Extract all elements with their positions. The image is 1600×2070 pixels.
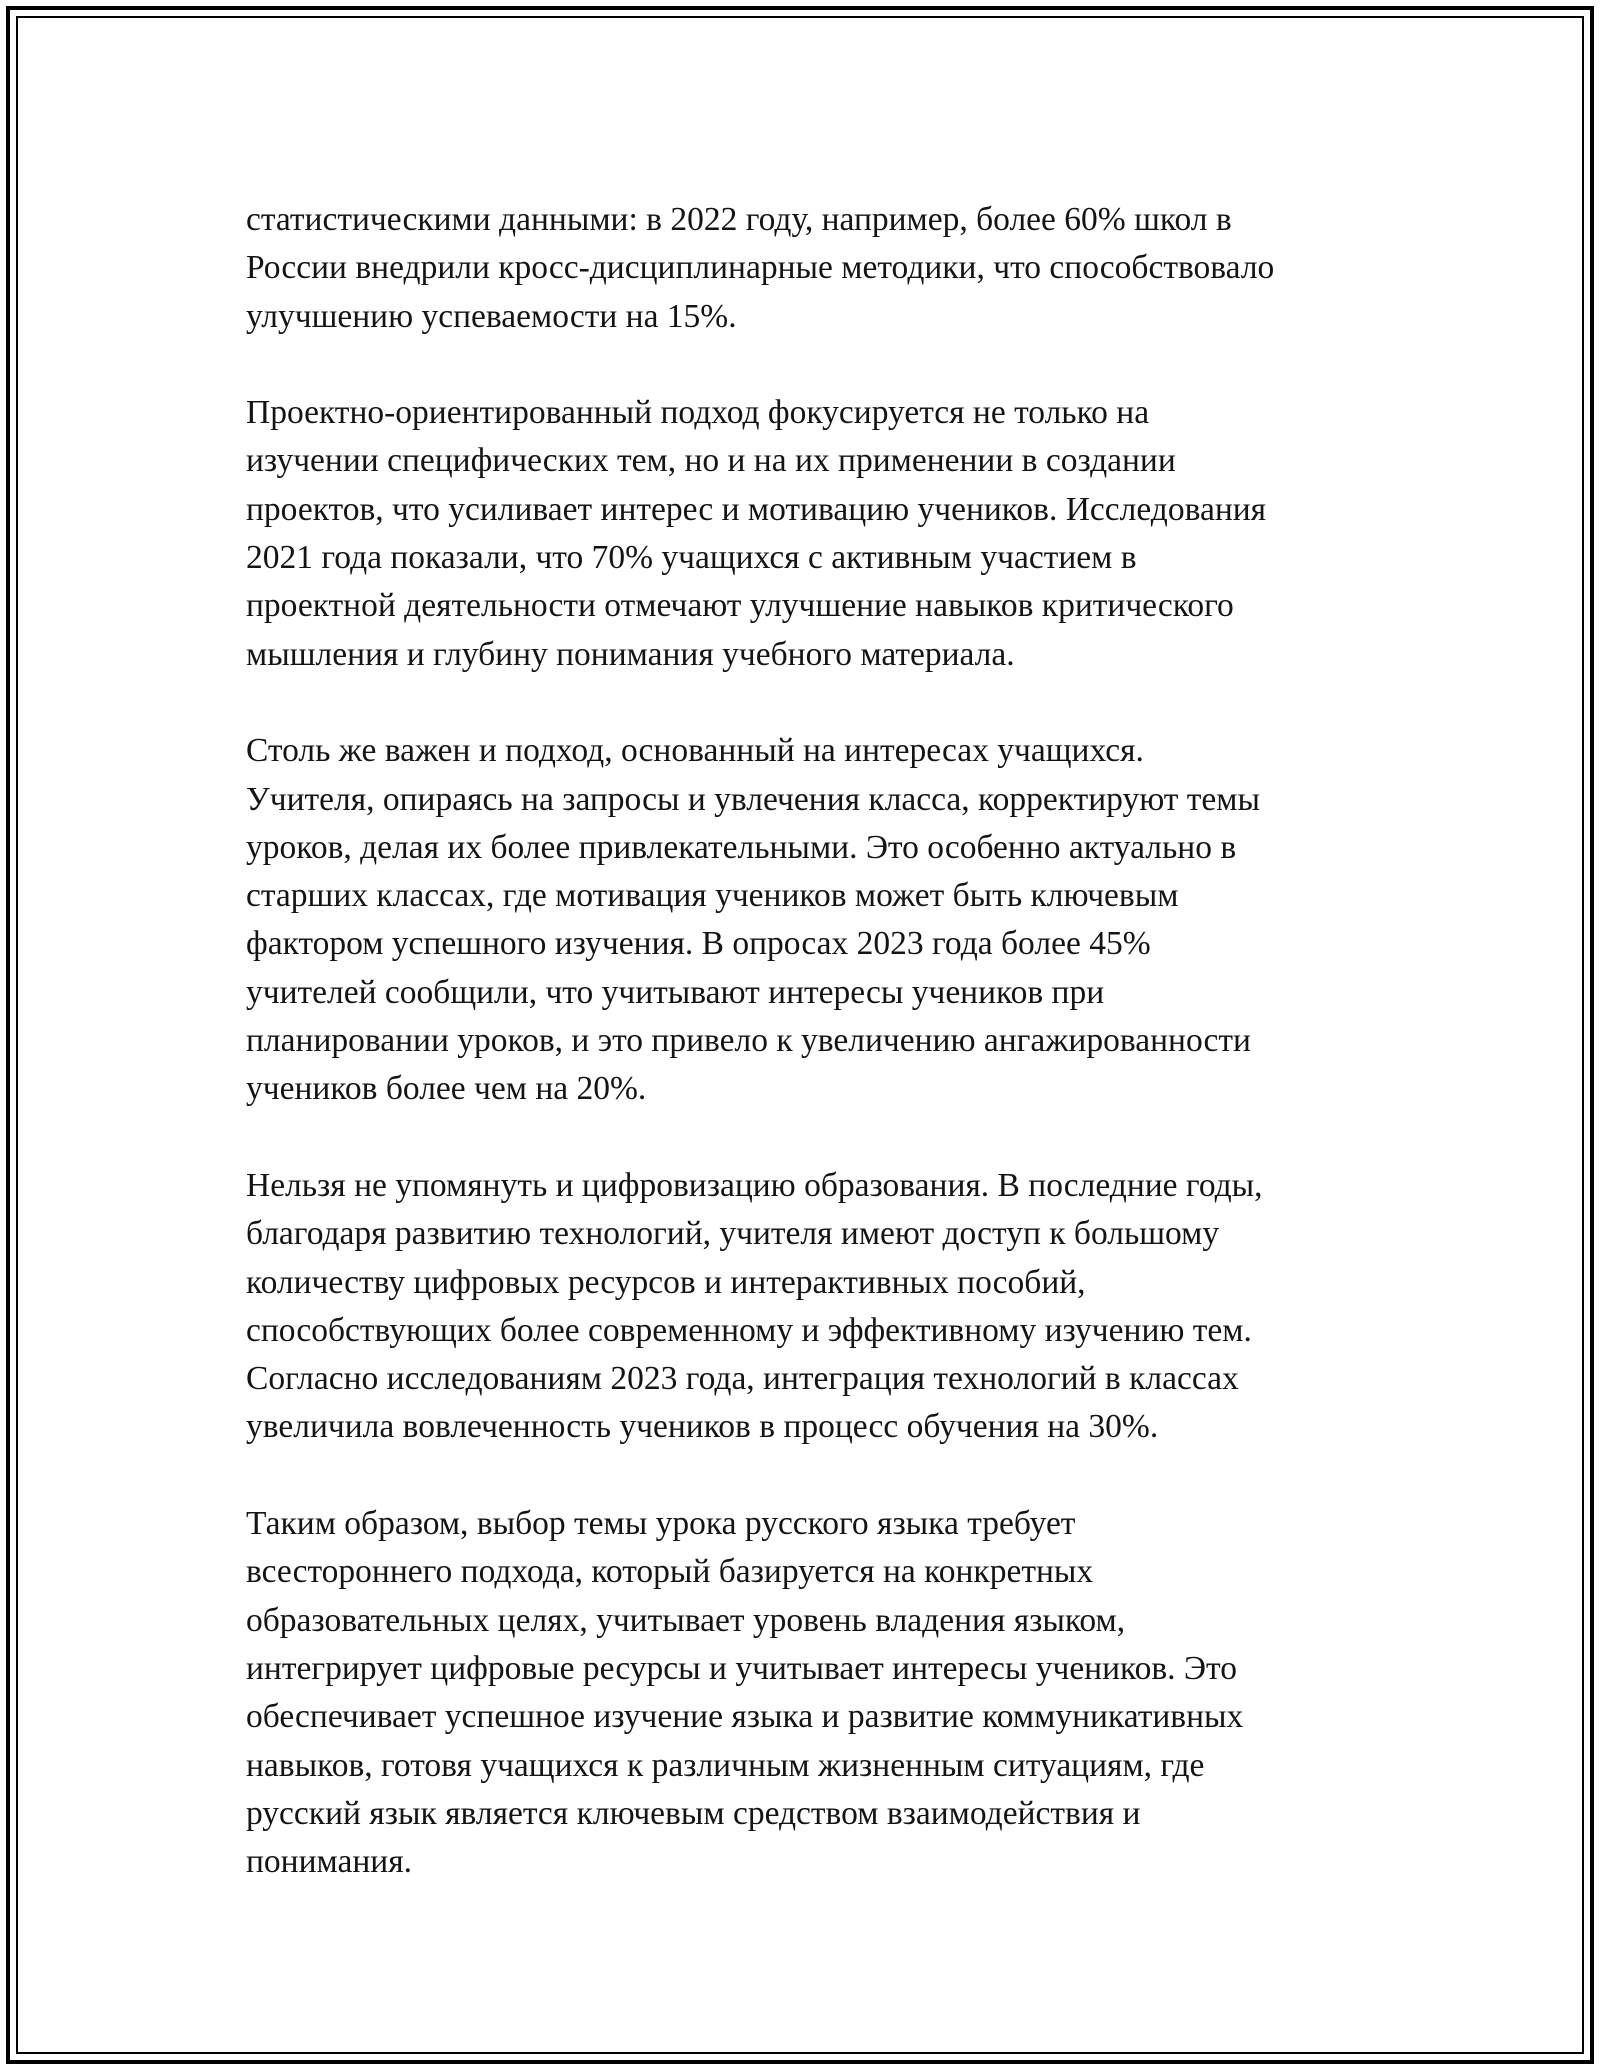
- paragraph-line: уроков, делая их более привлекательными. Это особенно актуально в: [246, 828, 1237, 866]
- paragraph-line: Нельзя не упомянуть и цифровизацию образования. В последние годы,: [246, 1166, 1263, 1204]
- paragraph-line: русский язык является ключевым средством взаимодействия и: [246, 1794, 1141, 1832]
- paragraph-1: [246, 196, 1406, 341]
- paragraph-line: Столь же важен и подход, основанный на интересах учащихся.: [246, 732, 1144, 770]
- paragraph-line: навыков, готовя учащихся к различным жизненным ситуациям, где: [246, 1746, 1205, 1784]
- paragraph-line: России внедрили кросс-дисциплинарные методики, что способствовало: [246, 249, 1275, 287]
- page-border: [6, 6, 1594, 2064]
- paragraph-line: мышления и глубину понимания учебного материала.: [246, 635, 1015, 673]
- paragraph-line: статистическими данными: в 2022 году, например, более 60% школ в: [246, 201, 1232, 238]
- paragraph-line: изучении специфических тем, но и на их применении в создании: [246, 442, 1176, 480]
- document-body: [246, 196, 1406, 1886]
- paragraph-5: [246, 1500, 1406, 1886]
- paragraph-line: интегрирует цифровые ресурсы и учитывает интересы учеников. Это: [246, 1649, 1237, 1687]
- paragraph-line: старших классах, где мотивация учеников может быть ключевым: [246, 877, 1179, 915]
- paragraph-line: всестороннего подхода, который базируется на конкретных: [246, 1553, 1094, 1591]
- paragraph-line: улучшению успеваемости на 15%.: [246, 297, 737, 335]
- paragraph-line: Таким образом, выбор темы урока русского языка требует: [246, 1505, 1076, 1543]
- paragraph-line: Проектно-ориентированный подход фокусируется не только на: [246, 394, 1150, 432]
- paragraph-line: проектов, что усиливает интерес и мотивацию учеников. Исследования: [246, 490, 1267, 528]
- paragraph-line: увеличила вовлеченность учеников в процесс обучения на 30%.: [246, 1408, 1159, 1446]
- paragraph-line: способствующих более современному и эффективному изучению тем.: [246, 1311, 1252, 1349]
- paragraph-line: понимания.: [246, 1843, 413, 1881]
- paragraph-line: учителей сообщили, что учитывают интересы учеников при: [246, 973, 1105, 1011]
- paragraph-line: образовательных целях, учитывает уровень владения языком,: [246, 1601, 1126, 1639]
- paragraph-line: благодаря развитию технологий, учителя имеют доступ к большому: [246, 1215, 1220, 1253]
- paragraph-line: фактором успешного изучения. В опросах 2023 года более 45%: [246, 925, 1151, 963]
- paragraph-line: планировании уроков, и это привело к увеличению ангажированности: [246, 1022, 1251, 1060]
- paragraph-line: Учителя, опираясь на запросы и увлечения класса, корректируют темы: [246, 780, 1261, 818]
- paragraph-2: [246, 389, 1406, 679]
- paragraph-line: Согласно исследованиям 2023 года, интеграция технологий в классах: [246, 1360, 1239, 1398]
- paragraph-line: проектной деятельности отмечают улучшение навыков критического: [246, 587, 1234, 625]
- paragraph-line: количеству цифровых ресурсов и интерактивных пособий,: [246, 1263, 1086, 1301]
- paragraph-3: [246, 727, 1406, 1113]
- paragraph-line: учеников более чем на 20%.: [246, 1070, 647, 1108]
- paragraph-line: 2021 года показали, что 70% учащихся с активным участием в: [246, 539, 1137, 577]
- paragraph-4: [246, 1162, 1406, 1452]
- paragraph-line: обеспечивает успешное изучение языка и развитие коммуникативных: [246, 1698, 1244, 1736]
